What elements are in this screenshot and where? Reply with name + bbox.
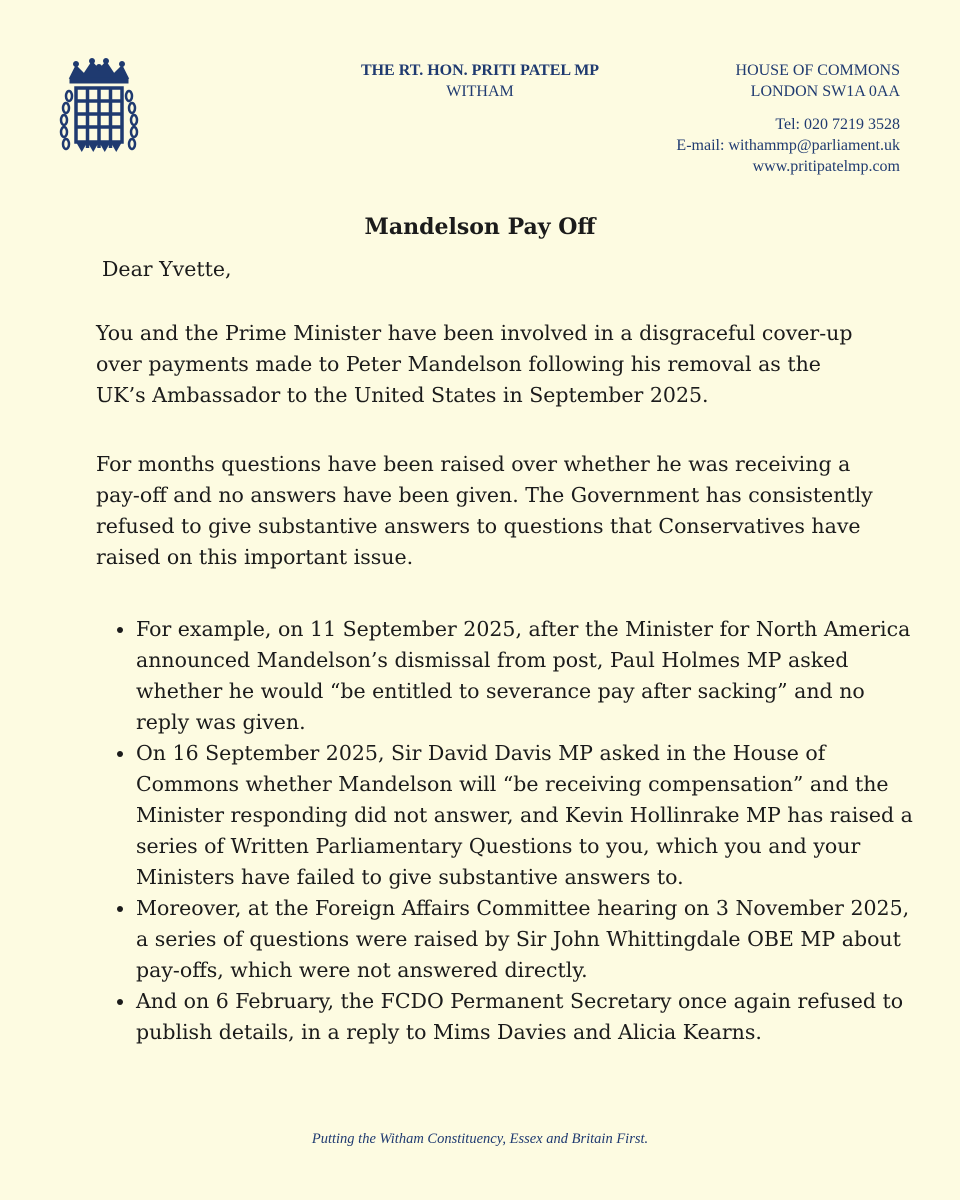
website: www.pritipatelmp.com xyxy=(752,158,900,175)
address-line-1: HOUSE OF COMMONS xyxy=(735,62,900,79)
footer-slogan: Putting the Witham Constituency, Essex and Britain First. xyxy=(311,1131,649,1147)
bullet-item-4: • And on 6 February, the FCDO Permanent Secretary once again refused to publish details, in a reply to Mims Davies and Alicia Kearns. xyxy=(136,986,916,1048)
contact-block xyxy=(540,114,900,177)
email: E-mail: withammp@parliament.uk xyxy=(676,137,900,154)
paragraph-2: For months questions have been raised over whether he was receiving a pay-off and no answers have been given. The Government has consistently refused to give substantive answers to questions that Conservatives have raised on this important issue. xyxy=(96,452,873,569)
constituency: WITHAM xyxy=(446,83,514,100)
address-block xyxy=(580,60,900,102)
letter-title: Mandelson Pay Off xyxy=(364,214,596,240)
salutation: Dear Yvette, xyxy=(102,257,232,281)
bullet-list xyxy=(96,614,916,1048)
bullet-item-2: • On 16 September 2025, Sir David Davis MP asked in the House of Commons whether Mandelson will “be receiving compensation” and the Minister responding did not answer, and Kevin Hollinrake MP has raised a series of Written Parliamentary Questions to you, which you and your Ministers have failed to give substantive answers to. xyxy=(136,738,916,893)
bullet-item-1: • For example, on 11 September 2025, after the Minister for North America announced Mandelson’s dismissal from post, Paul Holmes MP asked whether he would “be entitled to severance pay after sacking” and no reply was given. xyxy=(136,614,916,738)
telephone: Tel: 020 7219 3528 xyxy=(775,116,900,133)
bullet-item-3: • Moreover, at the Foreign Affairs Committee hearing on 3 November 2025, a series of questions were raised by Sir John Whittingdale OBE MP about pay-offs, which were not answered directly. xyxy=(136,893,916,986)
portcullis-icon xyxy=(58,58,140,154)
paragraph-1: You and the Prime Minister have been involved in a disgraceful cover-up over payments made to Peter Mandelson following his removal as the UK’s Ambassador to the United States in September 2025. xyxy=(96,321,853,407)
mp-name: THE RT. HON. PRITI PATEL MP xyxy=(360,62,600,79)
address-line-2: LONDON SW1A 0AA xyxy=(750,83,900,100)
